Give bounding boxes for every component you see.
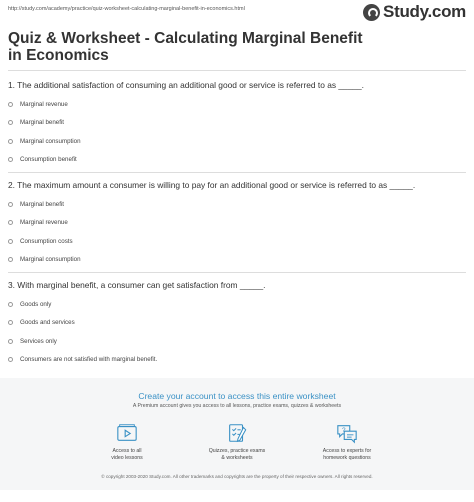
radio-icon[interactable] xyxy=(8,202,13,207)
option-label: Services only xyxy=(20,337,57,345)
radio-icon[interactable] xyxy=(8,339,13,344)
cta-title[interactable]: Create your account to access this entire worksheet xyxy=(138,391,336,401)
question-text: 1. The additional satisfaction of consuming an additional good or service is referred to as _____. xyxy=(8,80,364,90)
answer-option[interactable] xyxy=(8,295,466,314)
radio-icon[interactable] xyxy=(8,302,13,307)
study-logo-icon xyxy=(363,4,380,21)
option-label: Marginal benefit xyxy=(20,200,65,208)
answer-option[interactable] xyxy=(8,332,466,351)
video-lessons-icon xyxy=(116,422,138,444)
expert-chat-icon xyxy=(336,422,358,444)
feature-video-lessons xyxy=(91,422,163,462)
page-title: Quiz & Worksheet - Calculating Marginal Benefit in Economics xyxy=(8,30,363,64)
question-divider xyxy=(8,172,466,173)
quiz-clipboard-icon xyxy=(226,422,248,444)
option-label: Consumption benefit xyxy=(20,156,77,164)
option-label: Marginal benefit xyxy=(20,119,65,127)
question-text: 2. The maximum amount a consumer is willing to pay for an additional good or service is referred to as _____. xyxy=(8,180,416,190)
svg-text:?: ? xyxy=(341,427,346,435)
option-label: Marginal consumption xyxy=(20,137,81,145)
feature-list xyxy=(0,422,474,462)
option-label: Goods and services xyxy=(20,319,75,327)
feature-label: Quizzes, practice exams & worksheets xyxy=(208,448,266,461)
feature-quizzes xyxy=(201,422,273,462)
feature-label: Access to experts for homework questions xyxy=(322,448,372,461)
study-logo[interactable] xyxy=(363,2,466,22)
question-divider xyxy=(8,272,466,273)
answer-option[interactable] xyxy=(8,351,466,370)
feature-label: Access to all video lessons xyxy=(111,448,143,461)
radio-icon[interactable] xyxy=(8,157,13,162)
cta-subtitle: A Premium account gives you access to all lessons, practice exams, quizzes & worksheets xyxy=(132,403,342,409)
option-label: Marginal revenue xyxy=(20,219,68,227)
answer-option[interactable] xyxy=(8,95,466,114)
answer-option[interactable] xyxy=(8,214,466,233)
option-label: Goods only xyxy=(20,300,52,308)
feature-experts xyxy=(311,422,383,462)
answer-options xyxy=(8,95,466,169)
question-3 xyxy=(8,280,466,369)
question-text: 3. With marginal benefit, a consumer can get satisfaction from _____. xyxy=(8,280,266,290)
answer-option[interactable] xyxy=(8,132,466,151)
answer-option[interactable] xyxy=(8,195,466,214)
option-label: Consumption costs xyxy=(20,237,73,245)
copyright-notice: © copyright 2003-2020 Study.com. All other trademarks and copyrights are the property of their respective owners. All rights reserved. xyxy=(101,474,373,479)
answer-option[interactable] xyxy=(8,314,466,333)
answer-option[interactable] xyxy=(8,151,466,170)
answer-option[interactable] xyxy=(8,251,466,270)
option-label: Consumers are not satisfied with marginal benefit. xyxy=(20,356,158,364)
page-url: http://study.com/academy/practice/quiz-worksheet-calculating-marginal-benefit-in-economics.html xyxy=(8,6,245,12)
question-1 xyxy=(8,80,466,169)
radio-icon[interactable] xyxy=(8,357,13,362)
radio-icon[interactable] xyxy=(8,120,13,125)
radio-icon[interactable] xyxy=(8,102,13,107)
answer-option[interactable] xyxy=(8,232,466,251)
radio-icon[interactable] xyxy=(8,239,13,244)
option-label: Marginal revenue xyxy=(20,100,68,108)
question-2 xyxy=(8,180,466,269)
radio-icon[interactable] xyxy=(8,257,13,262)
radio-icon[interactable] xyxy=(8,220,13,225)
option-label: Marginal consumption xyxy=(20,256,81,264)
title-divider xyxy=(8,70,466,71)
radio-icon[interactable] xyxy=(8,320,13,325)
answer-options xyxy=(8,295,466,369)
logo-text: Study.com xyxy=(383,2,466,21)
answer-option[interactable] xyxy=(8,114,466,133)
answer-options xyxy=(8,195,466,269)
radio-icon[interactable] xyxy=(8,139,13,144)
